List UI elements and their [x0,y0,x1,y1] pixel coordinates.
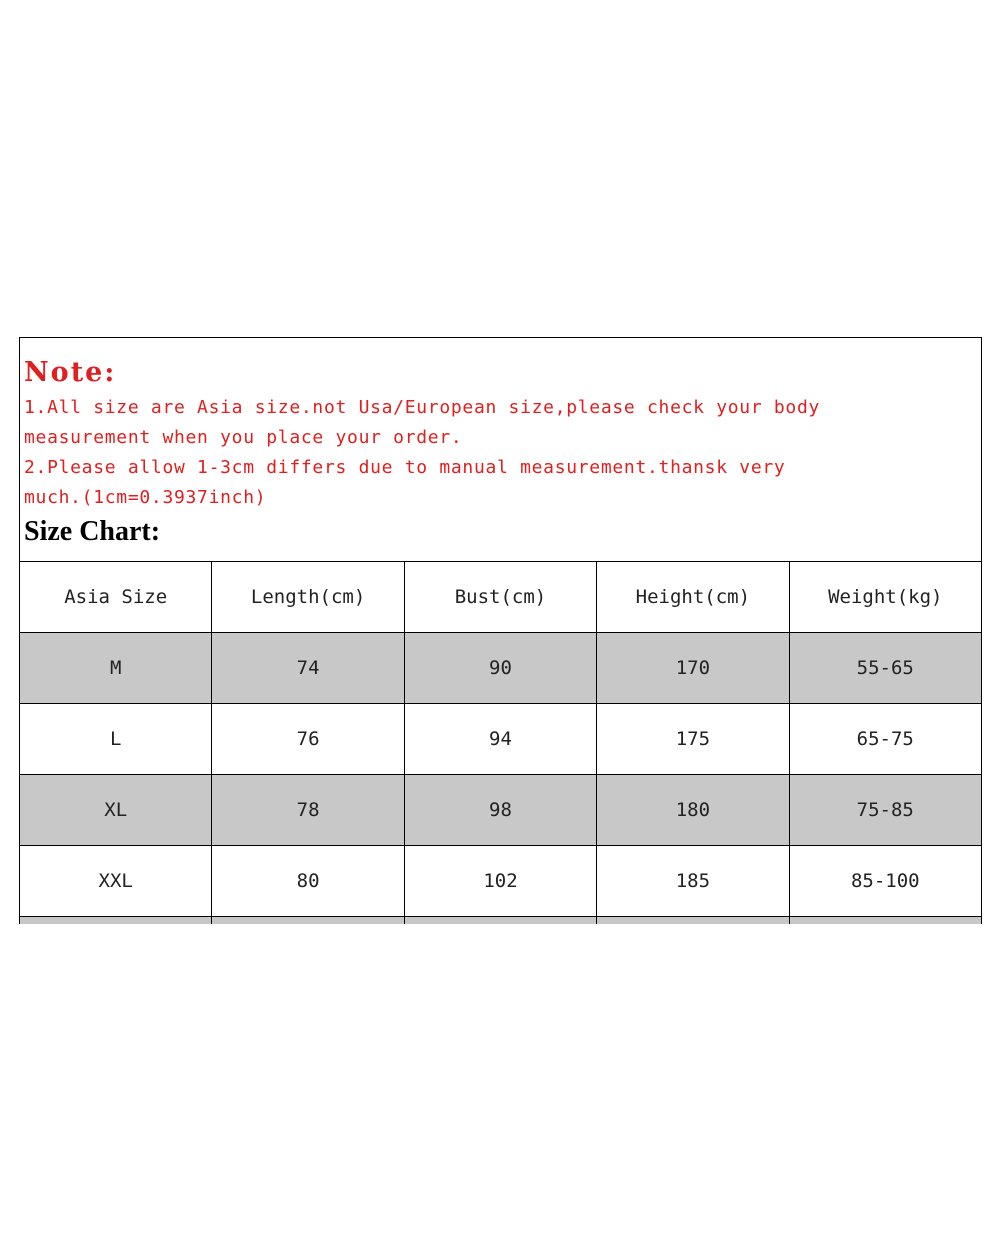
table-row [20,846,982,917]
table-cell [597,917,789,925]
table-row [20,775,982,846]
table-cell: 170 [597,633,789,704]
table-cell: 180 [597,775,789,846]
table-header-row [20,562,982,633]
header-cell-height: Height(cm) [597,562,789,633]
table-cell: 102 [404,846,596,917]
header-cell-length: Length(cm) [212,562,404,633]
note-line: 1.All size are Asia size.not Usa/European size,please check your body [24,397,821,418]
table-cell [212,917,404,925]
table-row-cropped [20,917,982,925]
table-row [20,704,982,775]
table-cell [789,917,981,925]
header-cell-bust: Bust(cm) [404,562,596,633]
table-cell [20,917,212,925]
table-cell: 90 [404,633,596,704]
table-cell: 65-75 [789,704,981,775]
table-cell: 76 [212,704,404,775]
table-row [20,633,982,704]
size-table [19,561,982,924]
note-line: much.(1cm=0.3937inch) [24,487,267,508]
table-cell: 85-100 [789,846,981,917]
note-line: 2.Please allow 1-3cm differs due to manual measurement.thansk very [24,457,786,478]
table-cell: 75-85 [789,775,981,846]
header-cell-weight: Weight(kg) [789,562,981,633]
table-cell: 80 [212,846,404,917]
table-cell [404,917,596,925]
table-cell: L [20,704,212,775]
size-info-panel [19,337,982,924]
note-section [20,338,981,562]
table-cell: 55-65 [789,633,981,704]
table-cell: 185 [597,846,789,917]
table-cell: 98 [404,775,596,846]
table-cell: M [20,633,212,704]
note-title: Note: [24,357,117,388]
table-cell: XXL [20,846,212,917]
table-cell: XL [20,775,212,846]
header-cell-asia-size: Asia Size [20,562,212,633]
table-cell: 175 [597,704,789,775]
table-cell: 74 [212,633,404,704]
table-cell: 94 [404,704,596,775]
size-chart-title: Size Chart: [24,516,161,547]
table-cell: 78 [212,775,404,846]
note-line: measurement when you place your order. [24,427,463,448]
